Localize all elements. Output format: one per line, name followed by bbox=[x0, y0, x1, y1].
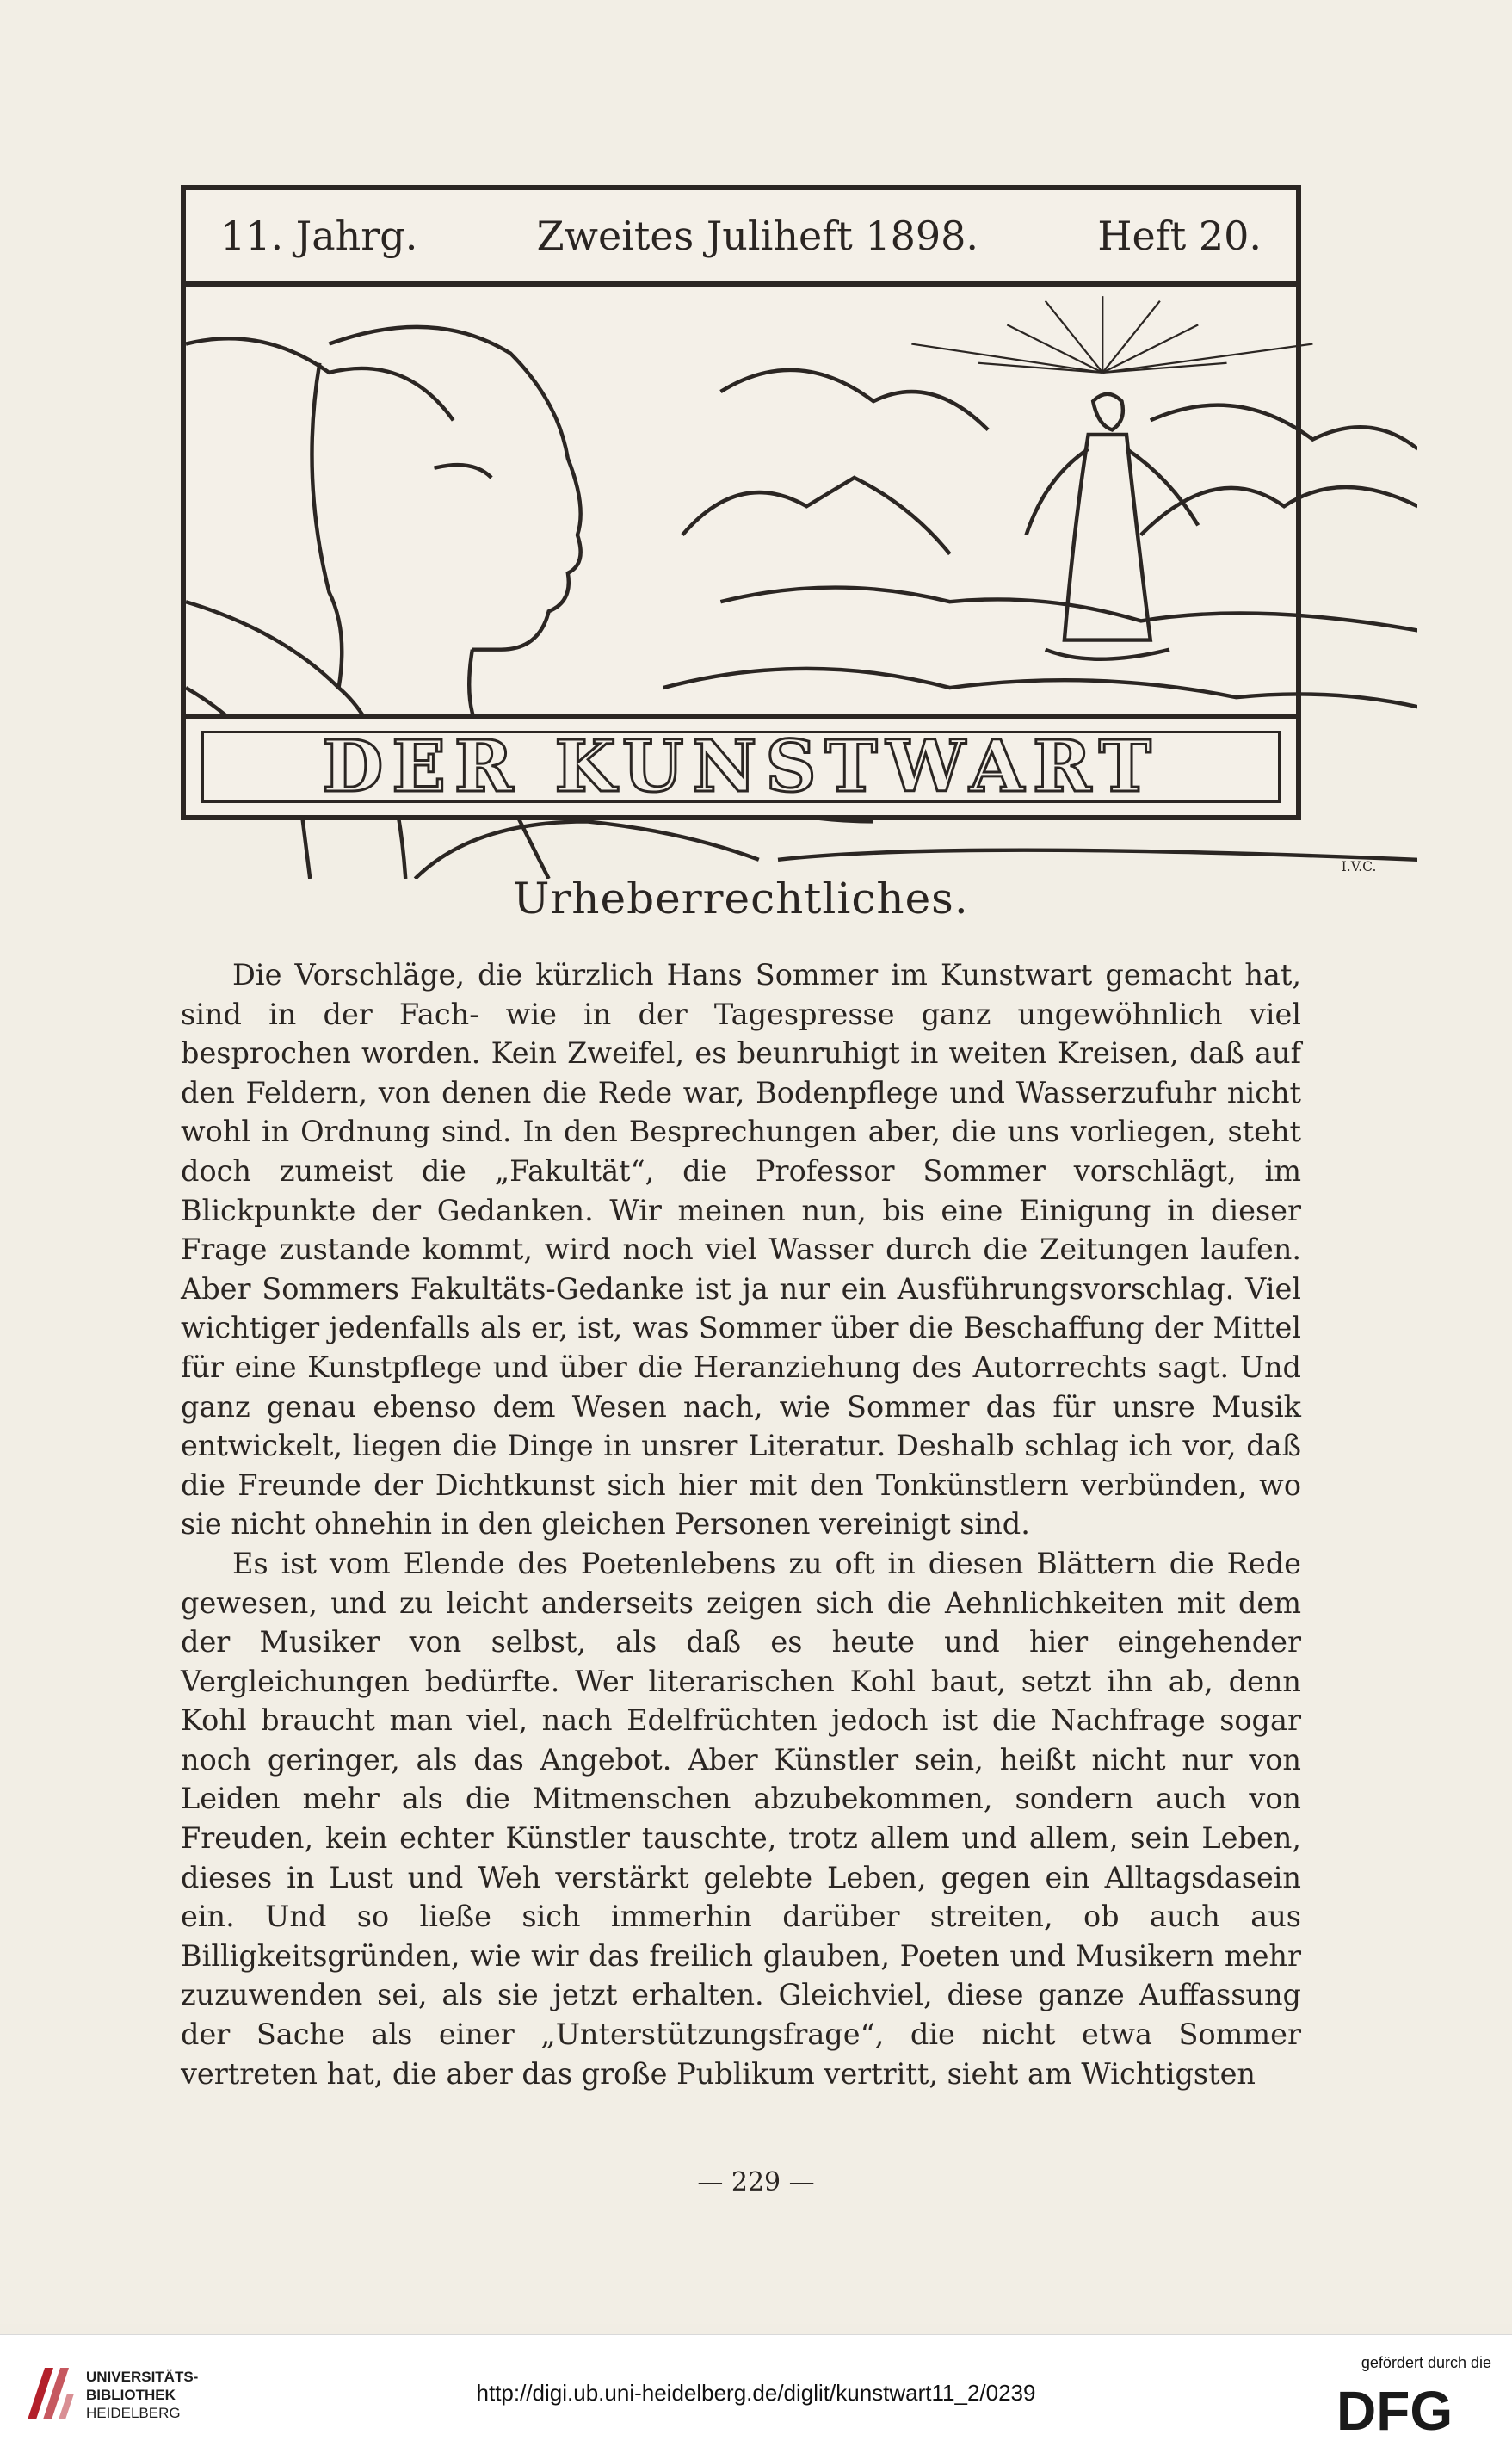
funder-caption: gefördert durch die bbox=[1361, 2354, 1491, 2371]
viewer-footer bbox=[0, 2334, 1512, 2447]
dfg-logo-icon bbox=[1336, 2380, 1491, 2437]
dfg-logo-text: DFG bbox=[1336, 2380, 1453, 2437]
document-url-link[interactable]: http://digi.ub.uni-heidelberg.de/diglit/kunstwart11_2/0239 bbox=[476, 2380, 1036, 2406]
volume-label: 11. Jahrg. bbox=[220, 213, 418, 259]
artist-monogram: I.V.C. bbox=[1341, 859, 1377, 875]
page-number: — 229 — bbox=[697, 2167, 815, 2197]
university-name-line3: HEIDELBERG bbox=[86, 2405, 181, 2421]
masthead-info-bar bbox=[186, 190, 1296, 287]
university-name-line2: BIBLIOTHEK bbox=[86, 2387, 176, 2403]
article-heading: Urheberrechtliches. bbox=[513, 874, 969, 924]
sun-rays bbox=[911, 296, 1312, 373]
university-name-line1: UNIVERSITÄTS- bbox=[86, 2369, 199, 2385]
masthead bbox=[181, 185, 1377, 875]
issue-number: Heft 20. bbox=[1097, 213, 1262, 259]
paragraph-1: Die Vorschläge, die kürzlich Hans Sommer im Kunstwart gemacht hat, sind in der Fach- wie in der Tagespresse ganz ungewöhnlich viel besprochen worden. Kein Zweifel, es beunruhigt in weiten Kreisen, daß auf den Feldern, von denen die Rede war, Bodenpflege und Wasserzufuhr nicht wohl in Ordnung sind. In den Besprechungen aber, die uns vorliegen, steht doch zumeist die „Fakultät“, die Professor Sommer vorschlägt, im Blickpunkte der Gedanken. Wir meinen nun, bis eine Einigung in dieser Frage zustande kommt, wird noch viel Wasser durch die Zeitungen laufen. Aber Sommers Fakultäts-Gedanke ist ja nur ein Ausführungsvorschlag. Viel wichtiger jedenfalls als er, ist, was Sommer über die Beschaffung der Mittel für eine Kunstpflege und über die Heranziehung des Autorrechts sagt. Und ganz genau ebenso dem Wesen nach, wie Sommer das für unsre Musik entwickelt, liegen die Dinge in unsrer Literatur. Deshalb schlag ich vor, daß die Freunde der Dichtkunst sich hier mit den Tonkünstlern verbünden, wo sie nicht ohnehin in den gleichen Personen vereinigt sind. bbox=[181, 958, 1301, 1542]
title-band bbox=[186, 714, 1296, 815]
article-body bbox=[181, 955, 1301, 2093]
publication-title: DER KUNSTWART bbox=[322, 726, 1160, 808]
issue-date: Zweites Juliheft 1898. bbox=[536, 213, 979, 259]
paragraph-2: Es ist vom Elende des Poetenlebens zu oft in diesen Blättern die Rede gewesen, und zu leicht anderseits zeigen sich die Aehnlichkeiten mit dem der Musiker von selbst, als daß es heute und hier eingehender Vergleichungen bedürfte. Wer literarischen Kohl baut, setzt ihn ab, denn Kohl braucht man viel, nach Edelfrüchten jedoch ist die Nachfrage sogar noch geringer, als das Angebot. Aber Künstler sein, heißt nicht nur von Leiden mehr als die Mitmenschen abzubekommen, sondern auch von Freuden, kein echter Künstler tauschte, trotz allem und allem, sein Leben, dieses in Lust und Weh verstärkt gelebte Leben, gegen ein Alltagsdasein ein. Und so ließe sich immerhin darüber streiten, ob auch aus Billigkeitsgründen, wie wir das freilich glauben, Poeten und Musikern mehr zuzuwenden sei, als sie jetzt erhalten. Gleichviel, diese ganze Auffassung der Sache als einer „Unterstützungsfrage“, die nicht etwa Sommer vertreten hat, die aber das große Publikum vertritt, sieht am Wichtigsten bbox=[181, 1546, 1301, 2091]
